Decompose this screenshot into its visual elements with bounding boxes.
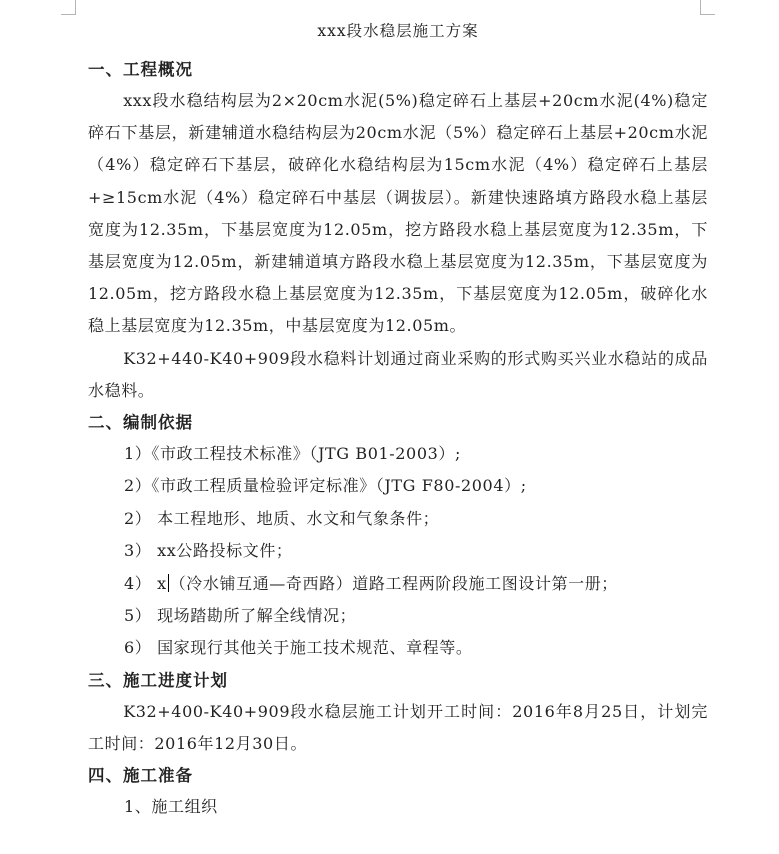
page-corner-mark-right: [700, 0, 715, 15]
text-cursor: [168, 574, 169, 592]
basis-list-item: 2） 本工程地形、地质、水文和气象条件；: [124, 508, 440, 528]
basis-item-prefix: 4） x: [124, 573, 167, 593]
section-heading-preparation: 四、施工准备: [88, 766, 193, 786]
basis-list-item: 3） xx公路投标文件；: [124, 541, 293, 561]
section-heading-overview: 一、工程概况: [88, 60, 193, 79]
basis-list-item: 5） 现场踏勘所了解全线情况；: [124, 606, 357, 626]
document-page[interactable]: [88, 18, 708, 824]
page-corner-mark-left: [61, 0, 76, 15]
document-title: xxx段水稳层施工方案: [317, 22, 479, 40]
preparation-subheading: 1、施工组织: [124, 797, 218, 817]
basis-item-text: （冷水铺互通—奇西路）道路工程两阶段施工图设计第一册；: [169, 573, 618, 593]
basis-list-item: 6） 国家现行其他关于施工技术规范、章程等。: [124, 638, 473, 658]
schedule-paragraph: K32+400-K40+909段水稳层施工计划开工时间：2016年8月25日，计划完工时间：2016年12月30日。: [88, 701, 708, 754]
section-heading-basis: 二、编制依据: [88, 413, 193, 433]
overview-paragraph-1: xxx段水稳结构层为2×20cm水泥(5%)稳定碎石上基层+20cm水泥(4%)稳定碎石下基层，新建辅道水稳结构层为20cm水泥（5%）稳定碎石上基层+20cm水泥（4%）稳定碎石下基层，破碎化水稳结构层为15cm水泥（4%）稳定碎石上基层+≥15cm水泥（4%）稳定碎石中基层（调拔层）。新建快速路填方路段水稳上基层宽度为12.35m，下基层宽度为12.05m，挖方路段水稳上基层宽度为12.35m，下基层宽度为12.05m，新建辅道填方路段水稳上基层宽度为12.35m，下基层宽度为12.05m，挖方路段水稳上基层宽度为12.35m，下基层宽度为12.05m，破碎化水稳上基层宽度为12.35m，中基层宽度为12.05m。: [88, 91, 708, 336]
basis-list-item: 2）《市政工程质量检验评定标准》（JTG F80-2004）;: [124, 476, 527, 496]
basis-list-item: 1）《市政工程技术标准》（JTG B01-2003）;: [124, 444, 461, 464]
basis-list-item: [88, 568, 708, 600]
overview-paragraph-2: K32+440-K40+909段水稳料计划通过商业采购的形式购买兴业水稳站的成品水稳料。: [88, 348, 708, 400]
section-heading-schedule: 三、施工进度计划: [88, 670, 228, 690]
